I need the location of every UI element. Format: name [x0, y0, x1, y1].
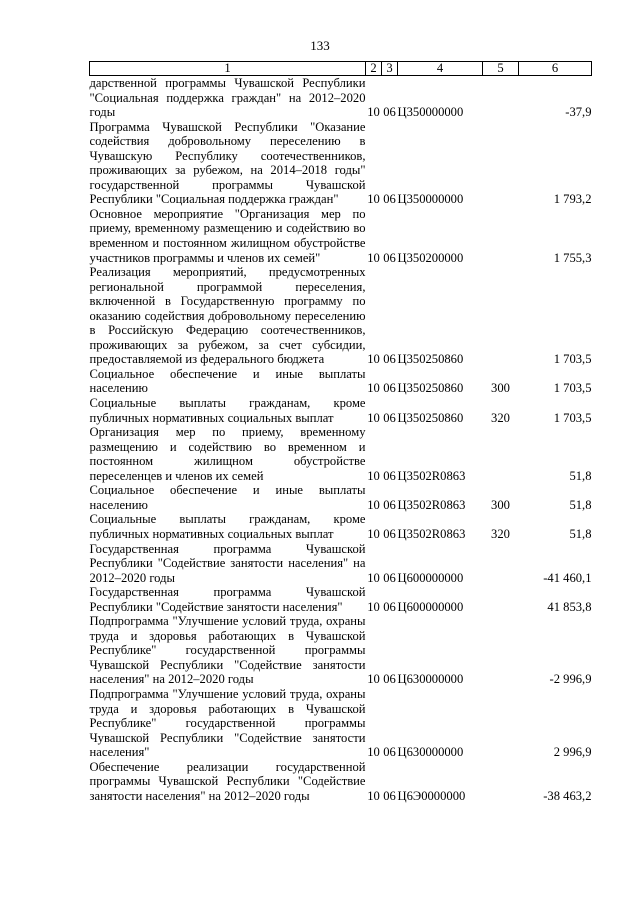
row-amount-cell: 1 755,3 [553, 250, 592, 265]
column-header-subsection: 3 [382, 62, 398, 76]
row-target-article-cell: Ц3502R0863 [397, 468, 466, 483]
row-expense-type-cell [483, 687, 519, 760]
row-section-cell: 10 [367, 570, 380, 585]
row-amount-cell: 1 703,5 [553, 352, 592, 367]
row-section-cell: 10 [367, 410, 380, 425]
row-target-article-cell: Ц630000000 [397, 745, 464, 760]
row-expense-type-cell [483, 120, 519, 207]
table-row [90, 76, 592, 120]
column-header-name: 1 [90, 62, 366, 76]
row-subsection-cell: 06 [383, 497, 396, 512]
row-amount-cell: -41 460,1 [543, 570, 592, 585]
table-row [90, 585, 592, 614]
row-name-cell: Организация мер по приему, временному размещению и содействию во временном и постоянном жилищном обустройстве переселенцев и членов их семей [89, 425, 366, 483]
row-section-cell: 10 [367, 468, 380, 483]
row-section-cell: 10 [367, 192, 380, 207]
row-subsection-cell: 06 [383, 570, 396, 585]
row-target-article-cell: Ц3502R0863 [397, 497, 466, 512]
row-target-article-cell: Ц630000000 [397, 672, 464, 687]
row-subsection-cell: 06 [383, 352, 396, 367]
row-expense-type-cell [483, 614, 519, 687]
table-row [90, 120, 592, 207]
row-subsection-cell: 06 [383, 250, 396, 265]
row-name-cell: Социальное обеспечение и иные выплаты населению [89, 483, 366, 512]
table-row [90, 542, 592, 586]
table-row [90, 396, 592, 425]
row-name-cell: Социальное обеспечение и иные выплаты населению [89, 366, 366, 396]
row-amount-cell: 51,8 [569, 468, 592, 483]
page-number: 133 [310, 38, 330, 53]
row-expense-type-cell: 300 [491, 381, 510, 396]
table-row [90, 367, 592, 396]
row-name-cell: Основное мероприятие "Организация мер по приему, временному размещению и содействию во временном и постоянном жилищном обустройстве участников программы и членов их семей" [89, 206, 366, 265]
row-section-cell: 10 [367, 105, 380, 120]
table-row [90, 687, 592, 760]
row-amount-cell: 1 703,5 [553, 381, 592, 396]
row-subsection-cell: 06 [383, 745, 396, 760]
row-subsection-cell: 06 [383, 410, 396, 425]
row-name-cell: Обеспечение реализации государственной программы Чувашской Республики "Содействие занятости населения" на 2012–2020 годы [89, 759, 366, 803]
row-name-cell: Подпрограмма "Улучшение условий труда, охраны труда и здоровья работающих в Чувашской Республике" государственной программы Чувашской Республики "Содействие занятости населения" [89, 686, 366, 760]
table-row [90, 265, 592, 367]
row-amount-cell: 51,8 [569, 526, 592, 541]
row-subsection-cell: 06 [383, 599, 396, 614]
row-expense-type-cell [483, 76, 519, 120]
row-target-article-cell: Ц350000000 [397, 192, 464, 207]
row-target-article-cell: Ц3502R0863 [397, 526, 466, 541]
table-row [90, 512, 592, 541]
row-subsection-cell: 06 [383, 672, 396, 687]
row-section-cell: 10 [367, 497, 380, 512]
row-expense-type-cell: 300 [491, 497, 510, 512]
row-amount-cell: -38 463,2 [543, 788, 592, 803]
row-name-cell: Государственная программа Чувашской Республики "Содействие занятости населения" [89, 585, 366, 614]
row-amount-cell: -37,9 [565, 105, 592, 120]
column-header-expense-type: 5 [483, 62, 519, 76]
row-name-cell: Программа Чувашской Республики "Оказание содействия добровольному переселению в Чувашскую Республику соотечественников, проживающих за рубежом, на 2014–2018 годы" государственной программы Чувашской Республики "Социальная поддержка граждан" [89, 119, 366, 207]
row-expense-type-cell [483, 542, 519, 586]
row-expense-type-cell: 320 [491, 526, 510, 541]
row-name-cell: Подпрограмма "Улучшение условий труда, охраны труда и здоровья работающих в Чувашской Республике" государственной программы Чувашской Республики "Содействие занятости населения" на 2012–2020 годы [89, 614, 366, 687]
row-name-cell: Социальные выплаты гражданам, кроме публичных нормативных социальных выплат [89, 396, 366, 425]
row-target-article-cell: Ц350200000 [397, 250, 464, 265]
row-target-article-cell: Ц600000000 [397, 570, 464, 585]
row-target-article-cell: Ц350250860 [397, 381, 464, 396]
row-expense-type-cell [483, 760, 519, 804]
row-section-cell: 10 [367, 526, 380, 541]
table-body [90, 76, 592, 804]
row-amount-cell: 51,8 [569, 497, 592, 512]
row-section-cell: 10 [367, 250, 380, 265]
row-expense-type-cell [483, 265, 519, 367]
row-target-article-cell: Ц600000000 [397, 599, 464, 614]
row-name-cell: Государственная программа Чувашской Республики "Содействие занятости населения" на 2012–2020 годы [89, 541, 366, 585]
row-target-article-cell: Ц350000000 [397, 105, 464, 120]
row-subsection-cell: 06 [383, 105, 396, 120]
row-section-cell: 10 [367, 745, 380, 760]
row-expense-type-cell: 320 [491, 410, 510, 425]
table-row [90, 760, 592, 804]
row-name-cell: Реализация мероприятий, предусмотренных региональной программой переселения, включенной в Государственную программу по оказанию содействия добровольному переселению в Российскую Федерацию соотечественников, проживающих за рубежом, за счет субсидии, предоставляемой из федерального бюджета [89, 265, 366, 367]
row-expense-type-cell [483, 207, 519, 265]
row-amount-cell: 1 793,2 [553, 192, 592, 207]
row-subsection-cell: 06 [383, 788, 396, 803]
row-target-article-cell: Ц350250860 [397, 352, 464, 367]
row-target-article-cell: Ц6Э0000000 [397, 788, 466, 803]
column-header-section: 2 [366, 62, 382, 76]
row-section-cell: 10 [367, 381, 380, 396]
row-section-cell: 10 [367, 788, 380, 803]
table-row [90, 207, 592, 265]
table-row [90, 483, 592, 512]
row-subsection-cell: 06 [383, 192, 396, 207]
column-header-target-article: 4 [398, 62, 483, 76]
budget-table [89, 61, 592, 803]
row-subsection-cell: 06 [383, 468, 396, 483]
row-amount-cell: 41 853,8 [547, 599, 592, 614]
row-section-cell: 10 [367, 599, 380, 614]
row-expense-type-cell [483, 425, 519, 483]
row-amount-cell: 1 703,5 [553, 410, 592, 425]
column-header-amount: 6 [519, 62, 592, 76]
row-subsection-cell: 06 [383, 381, 396, 396]
row-name-cell: Социальные выплаты гражданам, кроме публичных нормативных социальных выплат [89, 512, 366, 541]
row-target-article-cell: Ц350250860 [397, 410, 464, 425]
table-row [90, 425, 592, 483]
table-row [90, 614, 592, 687]
row-expense-type-cell [483, 585, 519, 614]
row-amount-cell: -2 996,9 [549, 672, 592, 687]
row-amount-cell: 2 996,9 [553, 745, 592, 760]
table-header-row [90, 62, 592, 76]
row-subsection-cell: 06 [383, 526, 396, 541]
row-name-cell: дарственной программы Чувашской Республики "Социальная поддержка граждан" на 2012–2020 годы [89, 76, 366, 120]
row-section-cell: 10 [367, 352, 380, 367]
row-section-cell: 10 [367, 672, 380, 687]
